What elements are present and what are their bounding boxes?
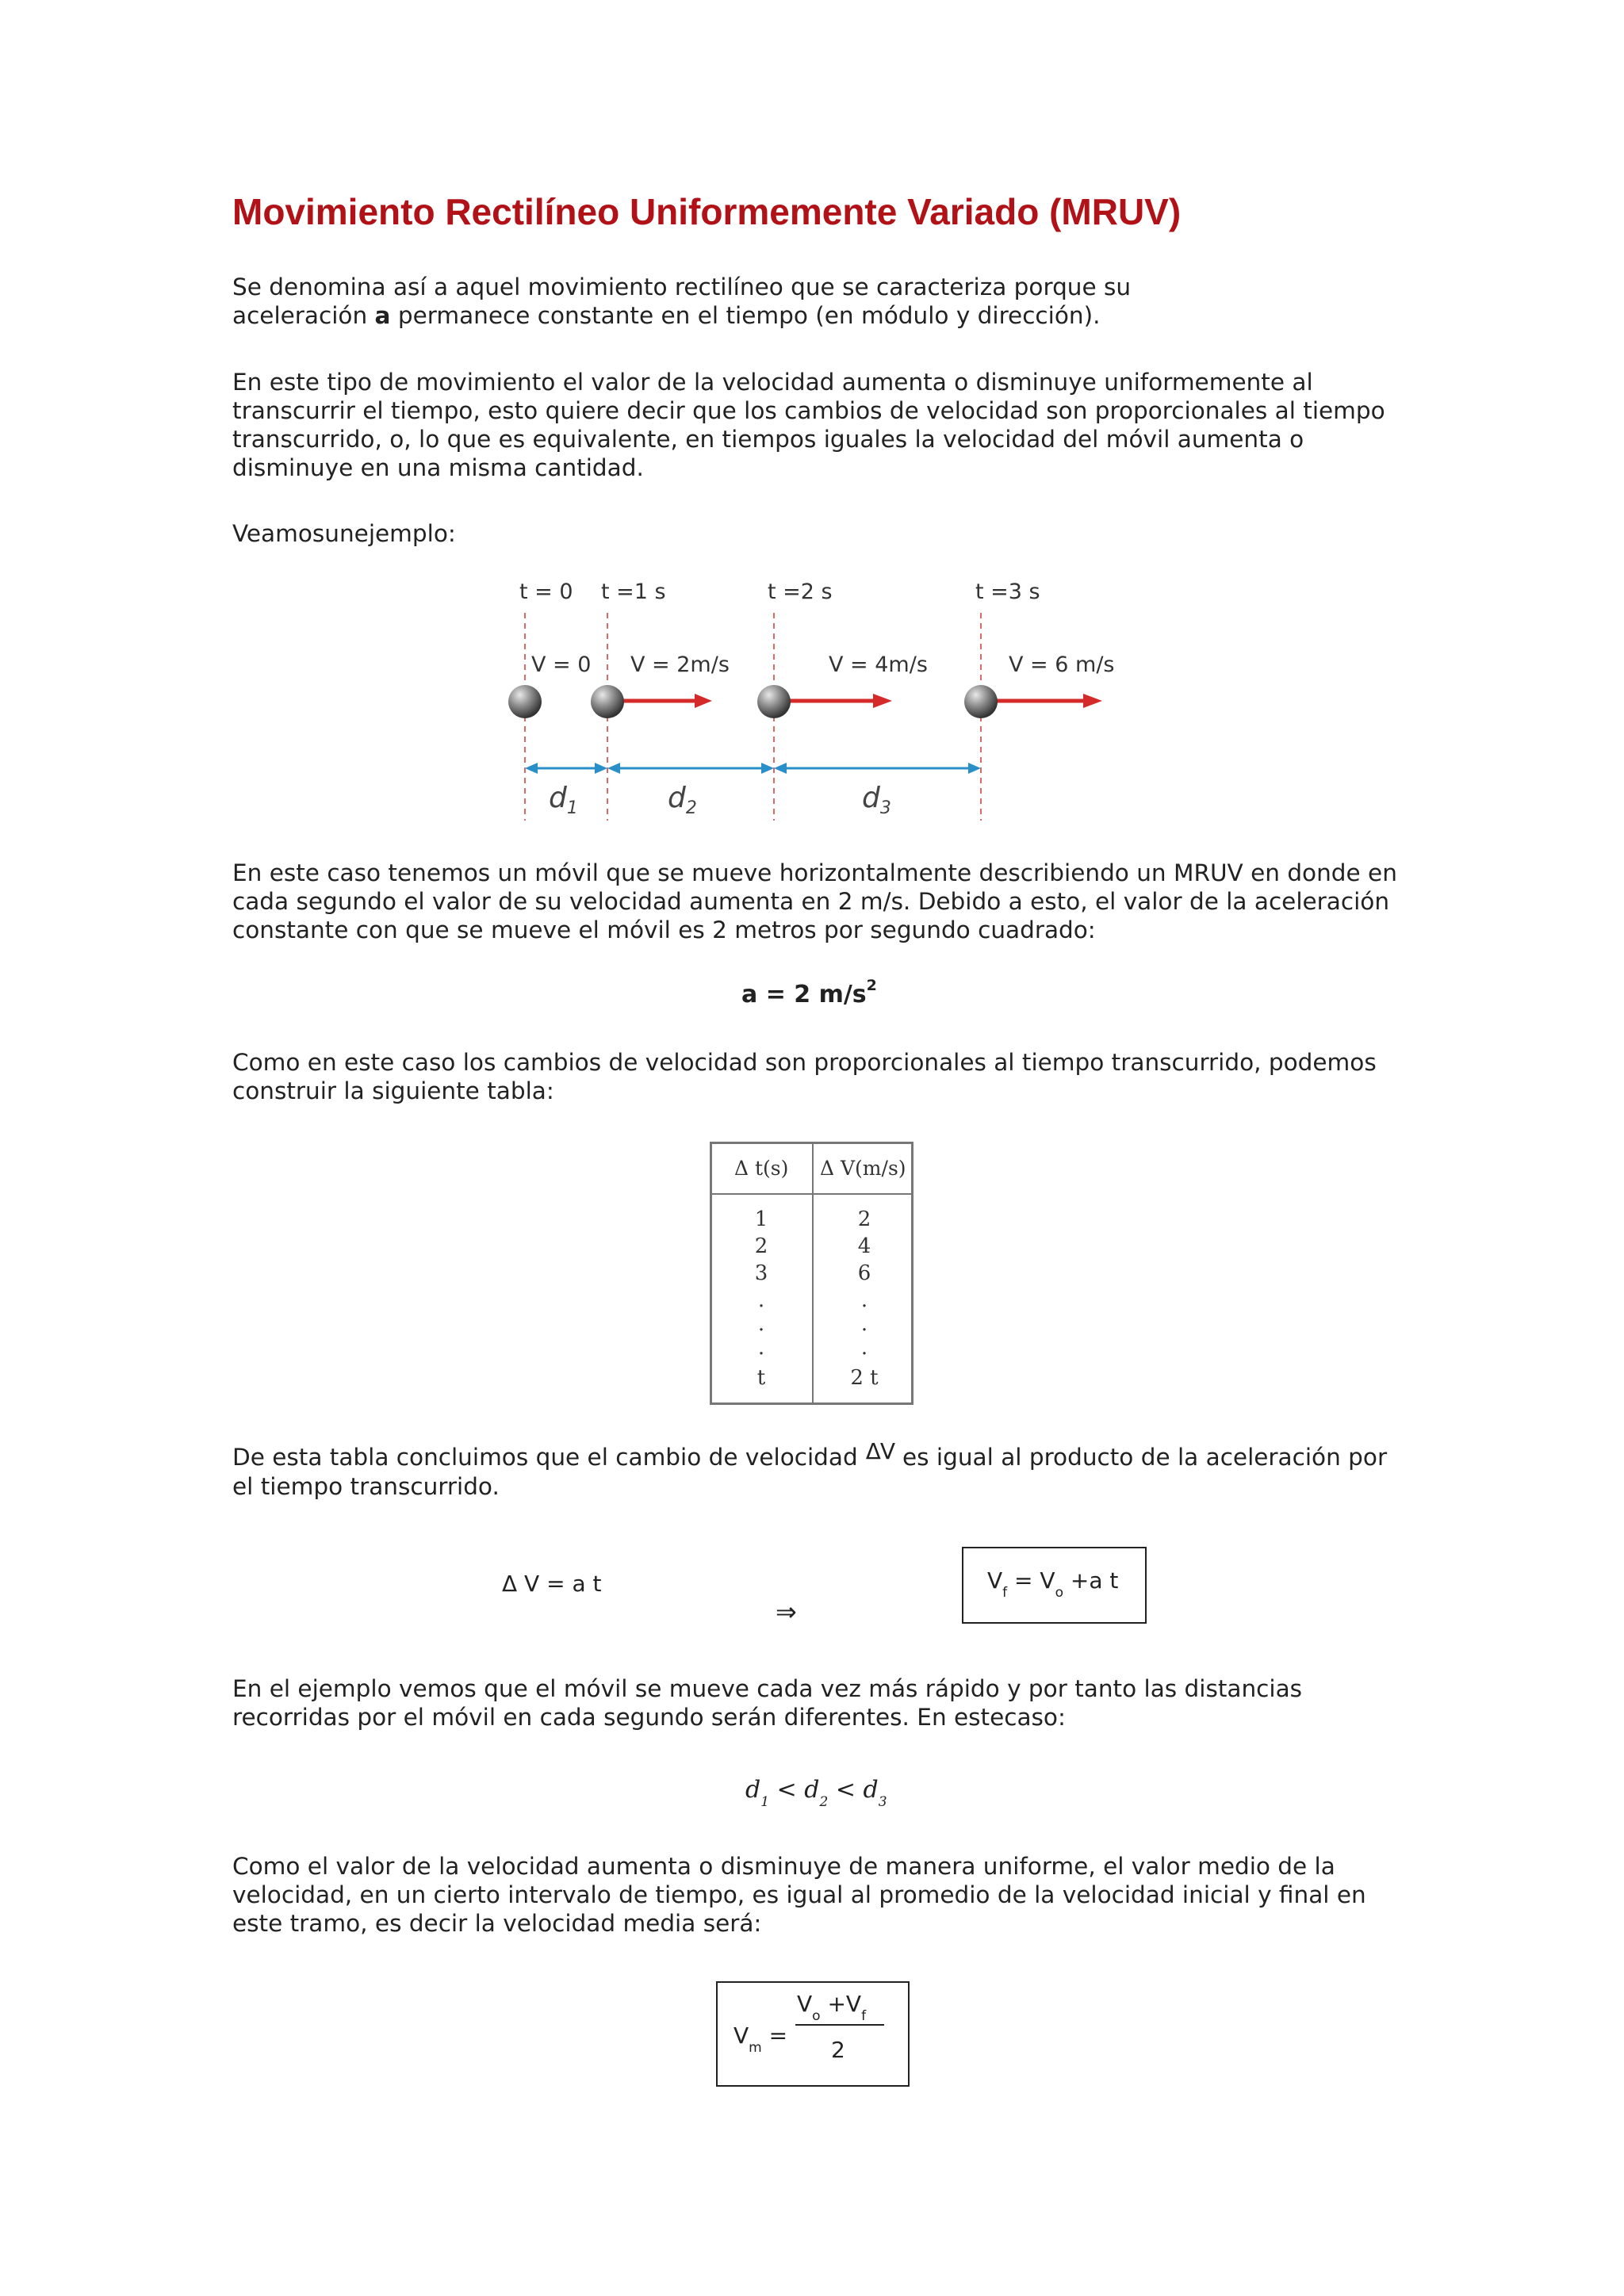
final-velocity-formula: $V_f = V_o +a$ t [987,1567,1119,1601]
distance-inequality: $d_1 < d_2 < d_3$ [745,1776,887,1810]
table-cell: 3 [754,1261,768,1285]
table-cell: t [756,1366,766,1390]
velocity-arrowhead [695,694,712,708]
distance-arrowhead [774,763,787,774]
distance-label-d3: $d_3$ [862,782,891,818]
mean-velocity-lhs: $V_m$ = [733,2022,788,2056]
intro-text-1: Se denomina así a aquel movimiento rectilíneo que se caracteriza porque su [232,274,1132,300]
paragraph-example-description: En este caso tenemos un móvil que se mueve horizontalmente describiendo un MRUV en donde en cada segundo el valor de su velocidad aumenta en 2 m/s. Debido a esto, el valor de la aceleración constante con que se mueve el móvil es 2 metros por segundo cuadrado: [232,859,1397,943]
acceleration-formula [741,977,877,1008]
mobile-ball [591,685,624,718]
paragraph-table-intro: Como en este caso los cambios de velocidad son proporcionales al tiempo transcurrido, podemos construir la siguiente tabla: [232,1049,1377,1104]
table-header-dv: Δ V(m/s) [820,1157,906,1180]
table-cell: . [860,1288,868,1312]
delta-v-equation: Δ V = a t [502,1571,602,1597]
mean-velocity-formula-box [716,1981,910,2087]
mobile-ball [508,685,542,718]
mruv-diagram [508,575,1142,832]
table-cell: 4 [857,1234,871,1258]
diagram-time-label: t =3 s [975,580,1040,604]
table-cell: . [757,1288,765,1312]
velocity-arrowhead [1083,694,1102,708]
distance-arrowhead [761,763,774,774]
intro-paragraph [232,273,1406,330]
fraction-bar [795,2024,884,2026]
acceleration-exponent: 2 [866,977,877,994]
example-label: Veamosunejemplo: [232,520,456,547]
intro-text-2: aceleración [232,302,375,329]
intro-text-3: permanece constante en el tiempo (en módulo y dirección). [390,302,1101,329]
diagram-time-label: t =2 s [768,580,833,604]
distance-label-d1: $d_1$ [549,782,578,818]
distance-arrowhead [607,763,620,774]
mean-velocity-numerator: $V_o +V_f$ [797,1991,867,2024]
paragraph-distances: En el ejemplo vemos que el móvil se mueve cada vez más rápido y por tanto las distancias recorridas por el móvil en cada segundo serán diferentes. En estecaso: [232,1675,1303,1731]
diagram-velocity-label: V = 6 m/s [1009,652,1115,677]
velocity-arrowhead [873,694,892,708]
page-title: Movimiento Rectilíneo Uniformemente Variado (MRUV) [232,191,1182,232]
distance-label-d2: $d_2$ [668,782,697,818]
acceleration-text: a = 2 m/s [741,981,867,1008]
table-cell: . [860,1336,868,1360]
paragraph-conclusion [232,1438,1406,1501]
intro-bold-a: a [374,302,391,329]
table-cell: 1 [754,1207,768,1231]
table-cell: 2 [754,1234,768,1258]
mobile-ball [757,685,791,718]
table-cell: . [860,1312,868,1336]
table-header-dt: Δ t(s) [734,1157,789,1180]
table-cell: 6 [857,1261,871,1285]
diagram-time-label: t = 0 [519,580,573,604]
diagram-velocity-label: V = 2m/s [630,652,730,677]
conclusion-text-1: De esta tabla concluimos que el cambio de velocidad [232,1444,858,1471]
distance-arrowhead [525,763,538,774]
table-cell: . [757,1312,765,1336]
table-divider [812,1144,814,1402]
table-cell: . [757,1336,765,1360]
table-cell: 2 t [850,1366,879,1390]
velocity-time-table [710,1142,914,1405]
paragraph-mean-velocity: Como el valor de la velocidad aumenta o disminuye de manera uniforme, el valor medio de la velocidad, en un cierto intervalo de tiempo, es igual al promedio de la velocidad inicial y final en este tramo, es decir la velocidad media será: [232,1853,1366,1937]
final-velocity-formula-box [962,1547,1147,1624]
distance-arrowhead [595,763,607,774]
conclusion-text-2: es igual al producto de la aceleración por [902,1444,1388,1471]
distance-arrowhead [968,763,981,774]
mean-velocity-denominator: 2 [831,2037,845,2063]
table-cell: 2 [857,1207,871,1231]
implies-arrow-icon: ⇒ [776,1597,797,1627]
mobile-ball [964,685,998,718]
diagram-velocity-label: V = 4m/s [829,652,928,677]
conclusion-text-3: el tiempo transcurrido. [232,1473,500,1500]
table-header-divider [712,1193,911,1195]
diagram-velocity-label: V = 0 [531,652,592,677]
diagram-time-label: t =1 s [601,580,666,604]
delta-v-symbol: ΔV [865,1438,895,1464]
paragraph-uniform-change: En este tipo de movimiento el valor de la velocidad aumenta o disminuye uniformemente al transcurrir el tiempo, esto quiere decir que los cambios de velocidad son proporcionales al tiempo transcurrido, o, lo que es equivalente, en tiempos iguales la velocidad del móvil aumenta o disminuye en una misma cantidad. [232,369,1385,481]
